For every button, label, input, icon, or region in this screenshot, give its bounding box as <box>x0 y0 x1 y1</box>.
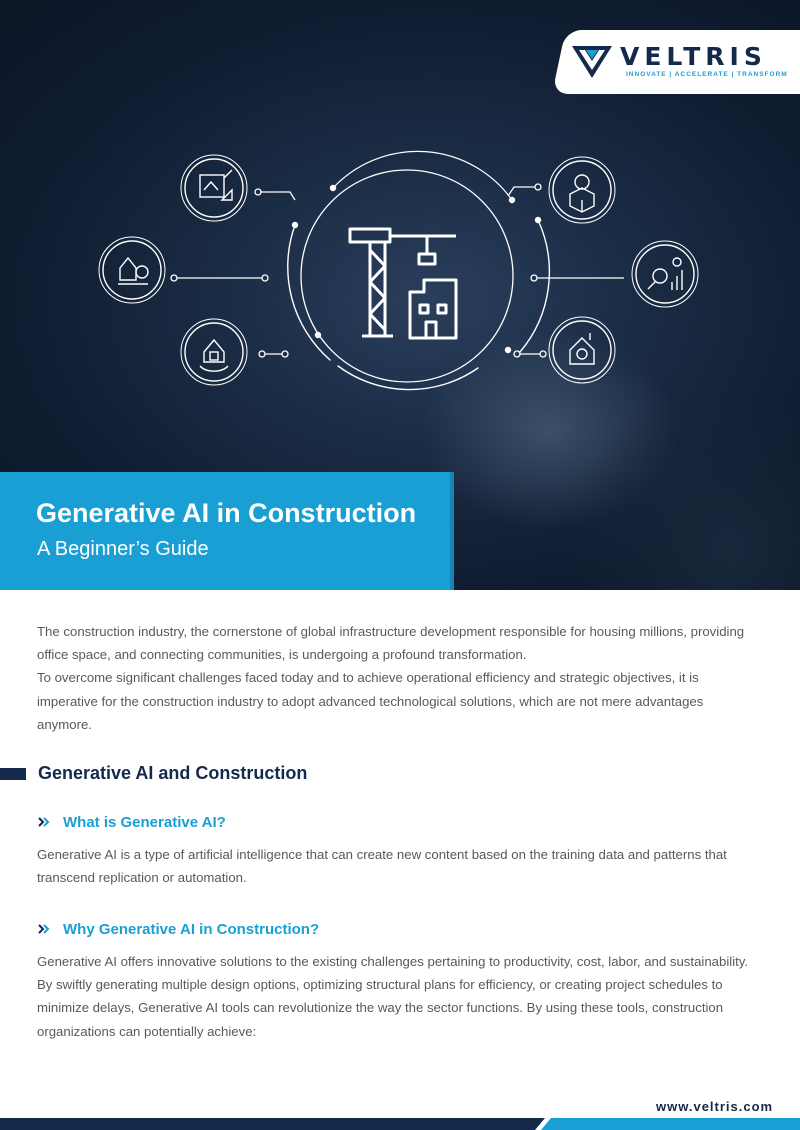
blueprint-design-icon <box>181 155 247 221</box>
brand-logo[interactable] <box>572 40 792 90</box>
intro-text-2: To overcome significant challenges faced today and to achieve operational efficiency and strategic objectives, it is imperative for the construction industry to adopt advanced technological solutions, which are not mere advantages anymore. <box>37 670 704 732</box>
page-subtitle: A Beginner’s Guide <box>37 538 209 560</box>
what-is-genai-paragraph <box>37 843 757 889</box>
subheading-why-genai <box>37 921 319 938</box>
what-is-genai-text: Generative AI is a type of artificial intelligence that can create new content based on the training data and patterns that transcend replication or automation. <box>37 847 727 886</box>
analytics-search-chart-icon <box>632 241 698 307</box>
section-title: Generative AI and Construction <box>38 763 308 783</box>
house-settings-icon <box>99 237 165 303</box>
house-brain-icon <box>549 317 615 383</box>
subheading-what-is-genai <box>37 814 226 831</box>
why-genai-paragraph <box>37 950 757 1043</box>
veltris-logo-icon <box>572 44 612 80</box>
footer-url-link[interactable]: www.veltris.com <box>656 1099 774 1114</box>
brand-name: VELTRIS <box>620 42 767 71</box>
brand-tagline: INNOVATE | ACCELERATE | TRANSFORM <box>626 71 788 78</box>
double-chevron-right-icon <box>37 922 51 936</box>
smart-house-icon <box>181 319 247 385</box>
construction-crane-building-icon <box>350 229 456 338</box>
subheading-text: What is Generative AI? <box>63 814 226 831</box>
footer-bar <box>0 1118 800 1130</box>
box-clock-settings-icon <box>549 157 615 223</box>
intro-paragraph <box>37 620 757 736</box>
intro-text-1: The construction industry, the cornerstone of global infrastructure development responsible for housing millions, providing office space, and connecting communities, is undergoing a profound transformation. <box>37 624 745 663</box>
double-chevron-right-icon <box>37 815 51 829</box>
title-box <box>0 472 450 590</box>
page-title: Generative AI in Construction <box>36 498 417 528</box>
why-genai-text: Generative AI offers innovative solutions to the existing challenges pertaining to productivity, cost, labor, and sustainability. By swiftly generating multiple design options, optimizing structural plans for efficiency, or creating project schedules to minimize delays, Generative AI tools can revolutionize the way the sector functions. By using these tools, construction organizations can potentially achieve: <box>37 954 749 1039</box>
section-marker <box>0 768 26 780</box>
subheading-text: Why Generative AI in Construction? <box>63 921 320 938</box>
